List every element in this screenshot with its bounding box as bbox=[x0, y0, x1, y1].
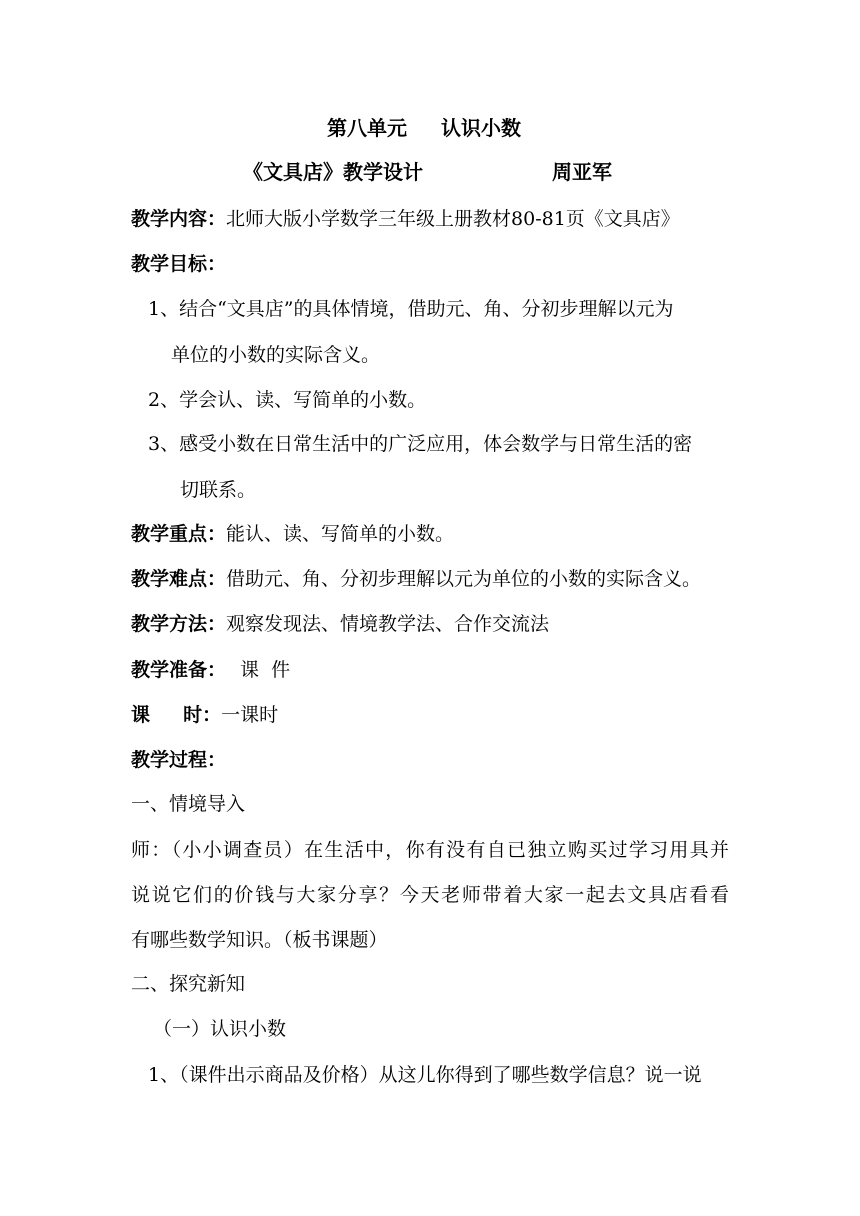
paragraph-1-line1: 师：（小小调查员）在生活中，你有没有自已独立购买过学习用具并 bbox=[131, 839, 729, 861]
period-row bbox=[131, 703, 278, 727]
goal-1-line1: 1、结合“文具店”的具体情境，借助元、角、分初步理解以元为 bbox=[148, 298, 674, 320]
difficulty-text: 借助元、角、分初步理解以元为单位的小数的实际含义。 bbox=[226, 568, 702, 590]
process-label: 教学过程： bbox=[131, 749, 227, 771]
section-2-heading: 二、探究新知 bbox=[131, 973, 246, 995]
author-name: 周亚军 bbox=[552, 160, 612, 184]
prep-label: 教学准备： bbox=[131, 659, 227, 681]
key-point-text: 能认、读、写简单的小数。 bbox=[226, 523, 455, 545]
method-label: 教学方法： bbox=[131, 613, 227, 635]
prep-text: 课 件 bbox=[240, 659, 291, 681]
method-text: 观察发现法、情境教学法、合作交流法 bbox=[226, 613, 550, 635]
difficulty-row bbox=[131, 567, 701, 591]
prep-row bbox=[131, 658, 290, 682]
key-point-row bbox=[131, 522, 454, 546]
goals-label: 教学目标： bbox=[131, 253, 227, 275]
paragraph-1-line3: 有哪些数学知识。（板书课题） bbox=[131, 929, 388, 951]
step-1-text: 1、（课件出示商品及价格）从这儿你得到了哪些数学信息？说一说 bbox=[148, 1064, 702, 1086]
period-text: 一课时 bbox=[221, 704, 279, 726]
section-1-heading: 一、情境导入 bbox=[131, 793, 246, 815]
goal-3-line1: 3、感受小数在日常生活中的广泛应用，体会数学与日常生活的密 bbox=[148, 433, 693, 455]
goal-1-line2: 单位的小数的实际含义。 bbox=[171, 344, 381, 366]
difficulty-label: 教学难点： bbox=[131, 568, 227, 590]
period-label: 课 时： bbox=[131, 704, 222, 726]
content-label: 教学内容： bbox=[131, 208, 227, 230]
goal-3-line2: 切联系。 bbox=[180, 479, 257, 501]
content-row bbox=[131, 207, 680, 231]
design-title: 《文具店》教学设计 bbox=[243, 160, 423, 184]
unit-title bbox=[327, 116, 521, 140]
key-point-label: 教学重点： bbox=[131, 523, 227, 545]
content-text: 北师大版小学数学三年级上册教材80-81页《文具店》 bbox=[226, 208, 680, 230]
subsection-1-heading: （一）认识小数 bbox=[153, 1018, 287, 1040]
topic-label: 认识小数 bbox=[441, 116, 521, 140]
unit-label: 第八单元 bbox=[327, 116, 407, 140]
goal-2: 2、学会认、读、写简单的小数。 bbox=[148, 389, 427, 411]
method-row bbox=[131, 612, 549, 636]
paragraph-1-line2: 说说它们的价钱与大家分享？今天老师带着大家一起去文具店看看 bbox=[131, 884, 729, 906]
